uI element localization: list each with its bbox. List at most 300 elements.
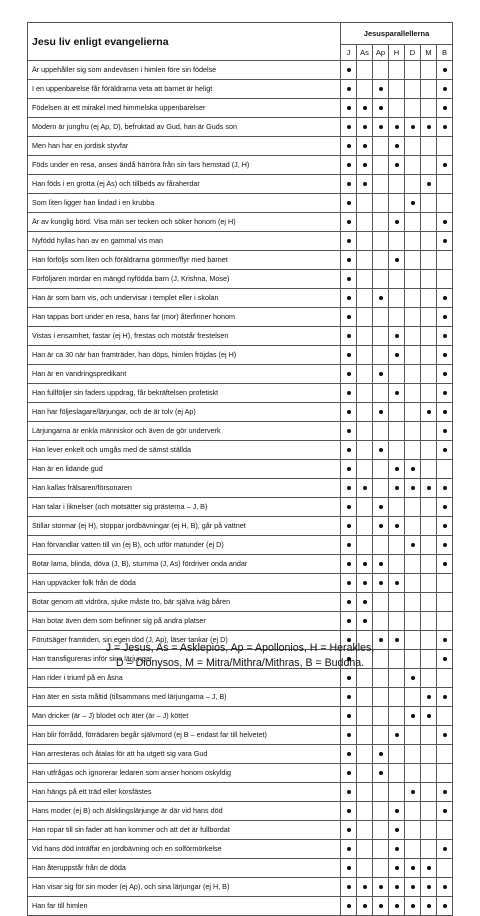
bullet-dot-icon (363, 486, 367, 490)
mark-cell (437, 783, 453, 802)
bullet-dot-icon (443, 87, 447, 91)
mark-cell (437, 840, 453, 859)
bullet-dot-icon (347, 144, 351, 148)
row-statement: Han tappas bort under en resa, hans far (mor) återfinner honom (28, 308, 341, 327)
mark-cell (421, 764, 437, 783)
table-row (28, 707, 453, 726)
mark-cell (437, 897, 453, 916)
mark-cell (437, 726, 453, 745)
mark-cell (373, 593, 389, 612)
bullet-dot-icon (379, 372, 383, 376)
mark-cell (373, 346, 389, 365)
bullet-dot-icon (443, 429, 447, 433)
table-row (28, 327, 453, 346)
mark-cell (373, 194, 389, 213)
mark-cell (405, 498, 421, 517)
row-statement: Han förvandlar vatten till vin (ej B), och utför matunder (ej D) (28, 536, 341, 555)
mark-cell (373, 460, 389, 479)
mark-cell (373, 403, 389, 422)
mark-cell (405, 821, 421, 840)
bullet-dot-icon (427, 695, 431, 699)
mark-cell (405, 194, 421, 213)
row-statement: Är uppehåller sig som andeväsen i himlen före sin födelse (28, 61, 341, 80)
mark-cell (357, 308, 373, 327)
bullet-dot-icon (443, 448, 447, 452)
row-statement: Han transfigureras inför sina lärjungar (28, 650, 341, 669)
mark-cell (437, 156, 453, 175)
legend-line-2: D = Dionysos, M = Mitra/Mithra/Mithras, B = Buddha. (115, 657, 365, 669)
bullet-dot-icon (395, 524, 399, 528)
mark-cell (357, 365, 373, 384)
bullet-dot-icon (443, 790, 447, 794)
mark-cell (341, 137, 357, 156)
bullet-dot-icon (347, 904, 351, 908)
table-row (28, 612, 453, 631)
mark-cell (405, 840, 421, 859)
bullet-dot-icon (347, 429, 351, 433)
mark-cell (357, 669, 373, 688)
bullet-dot-icon (379, 752, 383, 756)
mark-cell (389, 384, 405, 403)
mark-cell (437, 574, 453, 593)
mark-cell (357, 270, 373, 289)
row-statement: Botar lama, blinda, döva (J, B), stumma (J, As) fördriver onda andar (28, 555, 341, 574)
mark-cell (373, 688, 389, 707)
parallels-table (27, 22, 453, 916)
mark-cell (357, 593, 373, 612)
table-row (28, 289, 453, 308)
table-row (28, 593, 453, 612)
bullet-dot-icon (363, 562, 367, 566)
mark-cell (341, 308, 357, 327)
column-header: M (421, 45, 437, 61)
bullet-dot-icon (443, 296, 447, 300)
mark-cell (389, 840, 405, 859)
bullet-dot-icon (347, 695, 351, 699)
mark-cell (341, 498, 357, 517)
mark-cell (405, 99, 421, 118)
mark-cell (341, 61, 357, 80)
table-row (28, 308, 453, 327)
mark-cell (405, 593, 421, 612)
bullet-dot-icon (395, 486, 399, 490)
mark-cell (405, 441, 421, 460)
mark-cell (357, 745, 373, 764)
row-statement: Men han har en jordisk styvfar (28, 137, 341, 156)
mark-cell (373, 802, 389, 821)
mark-cell (389, 137, 405, 156)
bullet-dot-icon (379, 125, 383, 129)
table-row (28, 175, 453, 194)
mark-cell (341, 859, 357, 878)
mark-cell (341, 80, 357, 99)
mark-cell (421, 289, 437, 308)
mark-cell (421, 80, 437, 99)
mark-cell (389, 859, 405, 878)
mark-cell (437, 422, 453, 441)
column-header: H (389, 45, 405, 61)
bullet-dot-icon (395, 904, 399, 908)
row-statement: Han botar även dem som befinner sig på andra platser (28, 612, 341, 631)
mark-cell (405, 460, 421, 479)
mark-cell (357, 612, 373, 631)
mark-cell (341, 669, 357, 688)
bullet-dot-icon (427, 904, 431, 908)
mark-cell (389, 80, 405, 99)
mark-cell (373, 384, 389, 403)
mark-cell (357, 859, 373, 878)
mark-cell (421, 745, 437, 764)
mark-cell (341, 403, 357, 422)
mark-cell (373, 251, 389, 270)
mark-cell (357, 707, 373, 726)
bullet-dot-icon (347, 163, 351, 167)
mark-cell (341, 536, 357, 555)
row-statement: Han lever enkelt och umgås med de sämst ställda (28, 441, 341, 460)
mark-cell (421, 460, 437, 479)
mark-cell (357, 403, 373, 422)
mark-cell (389, 289, 405, 308)
row-statement: Hans moder (ej B) och älsklingslärjunge är där vid hans död (28, 802, 341, 821)
bullet-dot-icon (347, 581, 351, 585)
mark-cell (421, 422, 437, 441)
bullet-dot-icon (443, 315, 447, 319)
mark-cell (373, 213, 389, 232)
bullet-dot-icon (395, 125, 399, 129)
mark-cell (437, 232, 453, 251)
bullet-dot-icon (347, 562, 351, 566)
bullet-dot-icon (395, 220, 399, 224)
table-row (28, 61, 453, 80)
mark-cell (405, 726, 421, 745)
mark-cell (357, 346, 373, 365)
mark-cell (405, 175, 421, 194)
bullet-dot-icon (347, 258, 351, 262)
mark-cell (437, 479, 453, 498)
mark-cell (405, 802, 421, 821)
bullet-dot-icon (395, 163, 399, 167)
bullet-dot-icon (379, 106, 383, 110)
mark-cell (421, 232, 437, 251)
mark-cell (389, 707, 405, 726)
mark-cell (357, 460, 373, 479)
mark-cell (389, 61, 405, 80)
mark-cell (341, 840, 357, 859)
mark-cell (389, 517, 405, 536)
mark-cell (421, 707, 437, 726)
bullet-dot-icon (395, 581, 399, 585)
mark-cell (437, 593, 453, 612)
mark-cell (437, 859, 453, 878)
bullet-dot-icon (347, 790, 351, 794)
mark-cell (357, 175, 373, 194)
mark-cell (373, 612, 389, 631)
mark-cell (373, 517, 389, 536)
mark-cell (421, 612, 437, 631)
mark-cell (405, 251, 421, 270)
mark-cell (357, 840, 373, 859)
row-statement: Lärjungarna är enkla människor och även de gör underverk (28, 422, 341, 441)
mark-cell (389, 536, 405, 555)
mark-cell (341, 289, 357, 308)
mark-cell (357, 232, 373, 251)
bullet-dot-icon (411, 201, 415, 205)
mark-cell (373, 270, 389, 289)
mark-cell (373, 555, 389, 574)
mark-cell (405, 688, 421, 707)
mark-cell (357, 897, 373, 916)
row-statement: Vistas i ensamhet, fastar (ej H), frestas och motstår frestelsen (28, 327, 341, 346)
mark-cell (389, 365, 405, 384)
mark-cell (373, 745, 389, 764)
bullet-dot-icon (395, 828, 399, 832)
mark-cell (373, 289, 389, 308)
bullet-dot-icon (347, 543, 351, 547)
row-statement: Han är ca 30 när han framträder, han döps, himlen fröjdas (ej H) (28, 346, 341, 365)
mark-cell (405, 137, 421, 156)
bullet-dot-icon (443, 220, 447, 224)
bullet-dot-icon (347, 182, 351, 186)
mark-cell (421, 213, 437, 232)
row-statement: Han utfrågas och ignorerar ledaren som anser honom oskyldig (28, 764, 341, 783)
mark-cell (341, 156, 357, 175)
bullet-dot-icon (379, 448, 383, 452)
bullet-dot-icon (443, 847, 447, 851)
bullet-dot-icon (395, 391, 399, 395)
mark-cell (341, 764, 357, 783)
row-statement: Han är en vandringspredikant (28, 365, 341, 384)
table-row (28, 118, 453, 137)
row-statement: Födelsen är ett mirakel med himmelska uppenbarelser (28, 99, 341, 118)
mark-cell (373, 327, 389, 346)
mark-cell (373, 365, 389, 384)
table-row (28, 365, 453, 384)
bullet-dot-icon (347, 125, 351, 129)
mark-cell (341, 783, 357, 802)
mark-cell (389, 422, 405, 441)
table-row (28, 137, 453, 156)
mark-cell (437, 441, 453, 460)
mark-cell (405, 707, 421, 726)
mark-cell (373, 498, 389, 517)
column-header: B (437, 45, 453, 61)
mark-cell (421, 840, 437, 859)
bullet-dot-icon (411, 866, 415, 870)
mark-cell (421, 536, 437, 555)
table-row (28, 80, 453, 99)
mark-cell (373, 479, 389, 498)
bullet-dot-icon (395, 809, 399, 813)
mark-cell (341, 270, 357, 289)
mark-cell (357, 783, 373, 802)
mark-cell (357, 555, 373, 574)
mark-cell (421, 384, 437, 403)
bullet-dot-icon (443, 524, 447, 528)
mark-cell (405, 897, 421, 916)
row-statement: Han är som barn vis, och undervisar i templet eller i skolan (28, 289, 341, 308)
mark-cell (389, 308, 405, 327)
mark-cell (373, 441, 389, 460)
row-statement: Han hängs på ett träd eller korsfästes (28, 783, 341, 802)
mark-cell (437, 802, 453, 821)
mark-cell (373, 764, 389, 783)
bullet-dot-icon (443, 353, 447, 357)
mark-cell (373, 80, 389, 99)
mark-cell (389, 251, 405, 270)
bullet-dot-icon (363, 182, 367, 186)
mark-cell (389, 878, 405, 897)
mark-cell (421, 441, 437, 460)
bullet-dot-icon (443, 505, 447, 509)
bullet-dot-icon (395, 334, 399, 338)
table-row (28, 764, 453, 783)
bullet-dot-icon (347, 87, 351, 91)
table-row (28, 745, 453, 764)
row-statement: Botar genom att vidröra, sjuke måste tro, bär själva iväg båren (28, 593, 341, 612)
bullet-dot-icon (379, 524, 383, 528)
row-statement: Han far till himlen (28, 897, 341, 916)
bullet-dot-icon (443, 486, 447, 490)
bullet-dot-icon (443, 68, 447, 72)
mark-cell (389, 270, 405, 289)
mark-cell (341, 878, 357, 897)
mark-cell (373, 859, 389, 878)
bullet-dot-icon (347, 752, 351, 756)
mark-cell (357, 878, 373, 897)
mark-cell (405, 346, 421, 365)
mark-cell (437, 137, 453, 156)
bullet-dot-icon (379, 904, 383, 908)
mark-cell (341, 251, 357, 270)
bullet-dot-icon (347, 277, 351, 281)
bullet-dot-icon (347, 315, 351, 319)
mark-cell (405, 80, 421, 99)
table-row (28, 840, 453, 859)
mark-cell (421, 498, 437, 517)
mark-cell (405, 384, 421, 403)
mark-cell (341, 346, 357, 365)
bullet-dot-icon (347, 847, 351, 851)
mark-cell (341, 422, 357, 441)
row-statement: Föds under en resa, anses ändå härröra från sin fars hemstad (J, H) (28, 156, 341, 175)
mark-cell (437, 270, 453, 289)
bullet-dot-icon (443, 372, 447, 376)
table-row (28, 688, 453, 707)
row-statement: Han kallas frälsaren/försonaren (28, 479, 341, 498)
mark-cell (421, 669, 437, 688)
mark-cell (357, 80, 373, 99)
mark-cell (389, 232, 405, 251)
mark-cell (357, 688, 373, 707)
bullet-dot-icon (411, 125, 415, 129)
mark-cell (421, 175, 437, 194)
mark-cell (421, 99, 437, 118)
bullet-dot-icon (363, 619, 367, 623)
row-statement: Nyfödd hyllas han av en gammal vis man (28, 232, 341, 251)
mark-cell (373, 61, 389, 80)
bullet-dot-icon (347, 866, 351, 870)
table-row (28, 384, 453, 403)
column-header: D (405, 45, 421, 61)
bullet-dot-icon (363, 144, 367, 148)
bullet-dot-icon (443, 904, 447, 908)
mark-cell (437, 403, 453, 422)
mark-cell (437, 308, 453, 327)
bullet-dot-icon (427, 182, 431, 186)
bullet-dot-icon (395, 885, 399, 889)
table-row (28, 498, 453, 517)
bullet-dot-icon (347, 448, 351, 452)
mark-cell (421, 821, 437, 840)
row-statement: Han är en lidande gud (28, 460, 341, 479)
mark-cell (421, 137, 437, 156)
table-row (28, 517, 453, 536)
mark-cell (405, 61, 421, 80)
mark-cell (421, 688, 437, 707)
mark-cell (341, 745, 357, 764)
bullet-dot-icon (347, 391, 351, 395)
table-row (28, 346, 453, 365)
bullet-dot-icon (347, 809, 351, 813)
mark-cell (357, 194, 373, 213)
mark-cell (357, 289, 373, 308)
bullet-dot-icon (347, 334, 351, 338)
table-row (28, 99, 453, 118)
mark-cell (373, 878, 389, 897)
row-statement: Är av kunglig börd. Visa män ser tecken och söker honom (ej H) (28, 213, 341, 232)
mark-cell (405, 422, 421, 441)
bullet-dot-icon (443, 695, 447, 699)
mark-cell (437, 365, 453, 384)
mark-cell (437, 327, 453, 346)
bullet-dot-icon (347, 885, 351, 889)
mark-cell (405, 213, 421, 232)
bullet-dot-icon (347, 467, 351, 471)
mark-cell (341, 479, 357, 498)
table-row (28, 232, 453, 251)
bullet-dot-icon (363, 581, 367, 585)
bullet-dot-icon (395, 733, 399, 737)
bullet-dot-icon (347, 296, 351, 300)
mark-cell (405, 232, 421, 251)
mark-cell (405, 289, 421, 308)
row-statement: Han återuppstår från de döda (28, 859, 341, 878)
mark-cell (389, 175, 405, 194)
mark-cell (421, 802, 437, 821)
bullet-dot-icon (395, 467, 399, 471)
bullet-dot-icon (347, 201, 351, 205)
mark-cell (389, 403, 405, 422)
mark-cell (389, 574, 405, 593)
bullet-dot-icon (347, 771, 351, 775)
mark-cell (389, 498, 405, 517)
mark-cell (357, 726, 373, 745)
mark-cell (437, 251, 453, 270)
mark-cell (357, 422, 373, 441)
mark-cell (405, 156, 421, 175)
bullet-dot-icon (379, 581, 383, 585)
bullet-dot-icon (347, 486, 351, 490)
mark-cell (437, 175, 453, 194)
bullet-dot-icon (363, 163, 367, 167)
bullet-dot-icon (411, 486, 415, 490)
mark-cell (357, 61, 373, 80)
table-row (28, 802, 453, 821)
table-row (28, 422, 453, 441)
mark-cell (341, 175, 357, 194)
mark-cell (405, 745, 421, 764)
mark-cell (389, 213, 405, 232)
